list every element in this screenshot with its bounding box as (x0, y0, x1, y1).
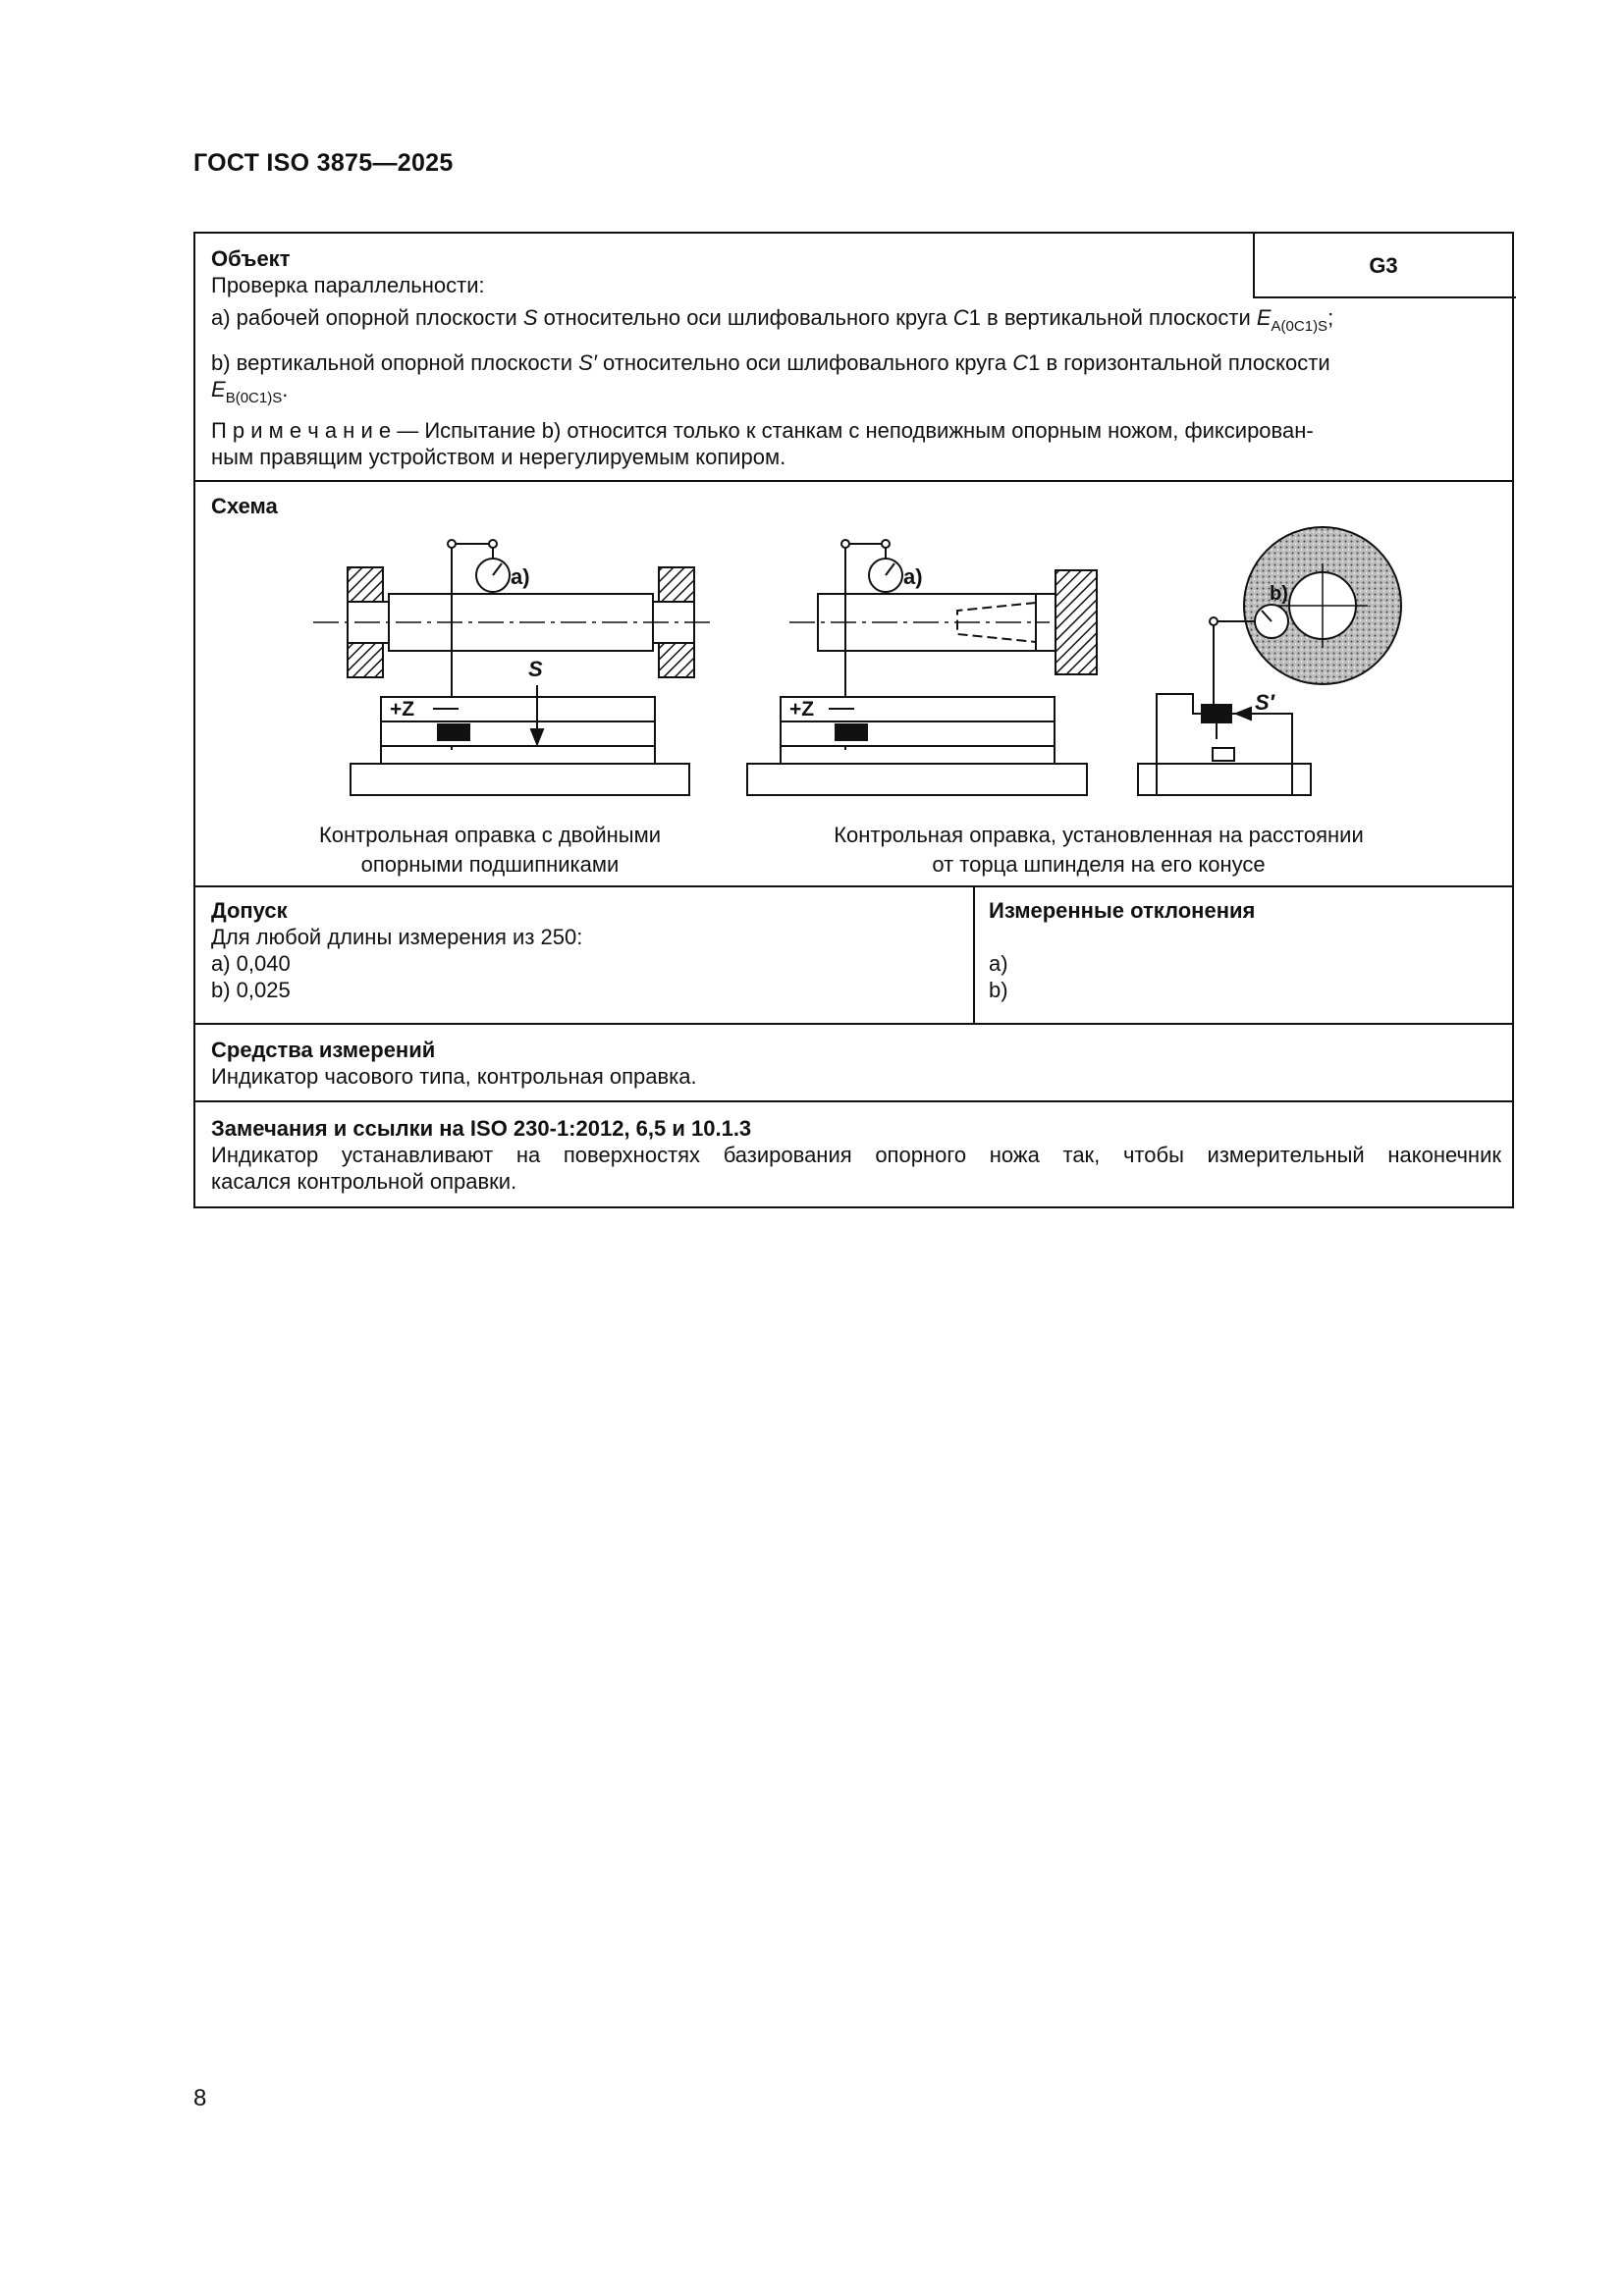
test-sheet (193, 232, 1514, 1208)
remarks-title: Замечания и ссылки на ISO 230-1:2012, 6,5 и 10.1.3 (211, 1116, 752, 1141)
left-bearing-hatch-bottom (348, 640, 383, 677)
page-number: 8 (193, 2085, 207, 2111)
indicator-arm-3 (1214, 621, 1221, 714)
support-block-2 (836, 724, 867, 740)
tolerance-title: Допуск (211, 898, 288, 923)
scheme-title: Схема (211, 494, 278, 518)
divider-instruments (195, 1100, 1512, 1102)
pivot-3 (1210, 617, 1218, 625)
pivot-2a (841, 540, 849, 548)
remarks-section (211, 1115, 1501, 1195)
right-bearing-hatch-bottom (659, 640, 694, 677)
object-note: П р и м е ч а н и е — Испытание b) относится только к станкам с неподвижным опорным ножом, фиксирован- (211, 418, 1314, 443)
object-item-a: a) рабочей опорной плоскости S относительно оси шлифовального круга C1 в вертикальной плоскости $E_{A(0C1)S}$; (211, 305, 1334, 335)
support-block-1 (438, 724, 469, 740)
label-b: b) (1270, 583, 1288, 605)
caption-right: Контрольная оправка, установленная на расстоянии от торца шпинделя на его конусе (834, 823, 1364, 877)
work-rest-base (1138, 764, 1311, 795)
label-s-prime: S′ (1255, 690, 1274, 715)
object-note-cont: ным правящим устройством и нерегулируемым копиром. (211, 445, 786, 469)
label-plus-z-2: +Z (789, 698, 815, 721)
label-a-2: a) (903, 564, 923, 589)
instruments-section (211, 1037, 697, 1090)
caption-left: Контрольная оправка с двойными опорными подшипниками (318, 823, 662, 877)
divider-scheme (195, 885, 1512, 887)
remarks-line1: Индикатор устанавливают на поверхностях базирования опорного ножа так, чтобы измерительный наконечник (211, 1143, 1501, 1167)
object-item-b: b) вертикальной опорной плоскости S′ относительно оси шлифовального круга C1 в горизонтальной плоскости (211, 350, 1330, 375)
object-item-b-plane: $E_{B(0C1)S}$. (211, 377, 289, 406)
object-line1: Проверка параллельности: (211, 273, 485, 297)
pivot-2b (882, 540, 890, 548)
tolerance-a: a) 0,040 (211, 951, 291, 976)
instruments-text: Индикатор часового типа, контрольная оправка. (211, 1064, 697, 1089)
tolerance-b: b) 0,025 (211, 978, 291, 1002)
note-label: П р и м е ч а н и е (211, 418, 392, 443)
label-a-1: a) (511, 564, 530, 589)
object-title: Объект (211, 246, 291, 271)
label-s: S (528, 657, 543, 681)
document-code: ГОСТ ISO 3875—2025 (193, 149, 454, 177)
tolerance-divider (973, 885, 975, 1025)
measured-section (989, 897, 1255, 1003)
tolerance-line1: Для любой длины измерения из 250: (211, 925, 583, 949)
measured-a: a) (989, 951, 1008, 976)
measured-title: Измеренные отклонения (989, 898, 1256, 923)
instruments-title: Средства измерений (211, 1038, 436, 1062)
spindle-nose-hatch (1056, 570, 1097, 674)
base-plate-1 (351, 764, 689, 795)
right-bearing-hatch-top (659, 567, 694, 605)
base-plate-2 (747, 764, 1087, 795)
scheme-drawings (195, 234, 1512, 881)
divider-tolerance (195, 1023, 1512, 1025)
pivot-1a (448, 540, 456, 548)
pivot-1b (489, 540, 497, 548)
blade-slot (1213, 748, 1234, 761)
remarks-line2: касался контрольной оправки. (211, 1169, 517, 1194)
test-code: G3 (1369, 253, 1398, 278)
tolerance-section (211, 897, 582, 1003)
left-bearing-hatch-top (348, 567, 383, 605)
support-block-3 (1202, 705, 1231, 722)
label-plus-z-1: +Z (390, 698, 415, 721)
measured-b: b) (989, 978, 1008, 1002)
